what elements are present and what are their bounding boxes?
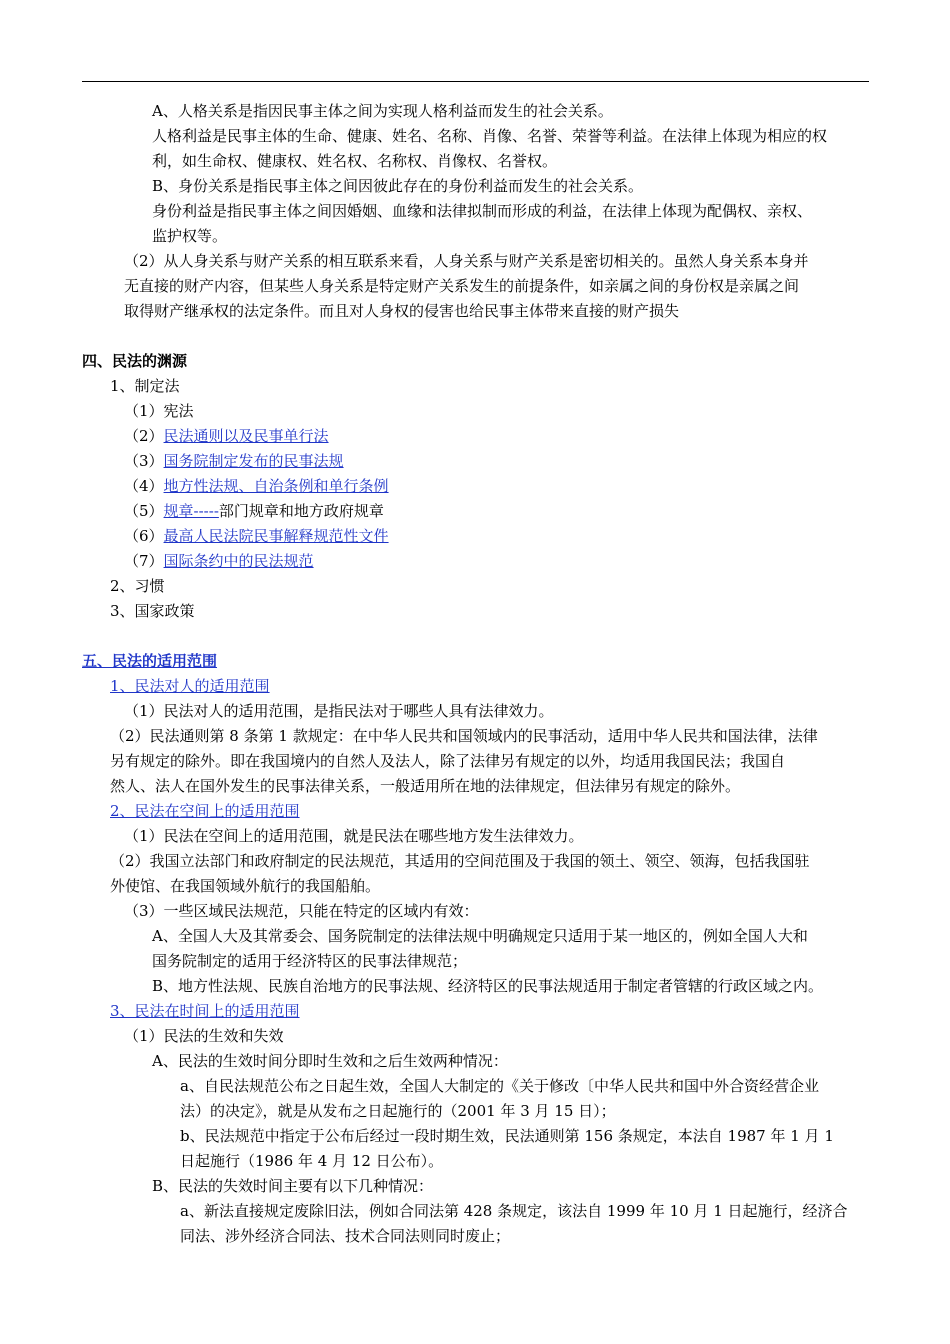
relation-para-line-3: 取得财产继承权的法定条件。而且对人身权的侵害也给民事主体带来直接的财产损失	[124, 302, 680, 320]
scope-time-p1: （1）民法的生效和失效	[124, 1027, 284, 1045]
personality-interest-line-2: 利，如生命权、健康权、姓名权、名称权、肖像权、名誉权。	[152, 152, 558, 170]
source-sub-7	[124, 549, 314, 574]
source-item-policy: 3、国家政策	[110, 602, 195, 620]
rules-text: 部门规章和地方政府规章	[218, 502, 384, 520]
source-sub-4-num: （4）	[124, 477, 164, 495]
personality-interest-line-1: 人格利益是民事主体的生命、健康、姓名、名称、肖像、名誉、荣誉等利益。在法律上体现为相应的权	[152, 127, 828, 145]
scope-space-b: B、地方性法规、民族自治地方的民事法规、经济特区的民事法规适用于制定者管辖的行政区域之内。	[152, 977, 824, 995]
section4-title: 四、民法的渊源	[82, 352, 188, 370]
scope-space-p2-line-1: （2）我国立法部门和政府制定的民法规范，其适用的空间范围及于我国的领土、领空、领海，包括我国驻	[110, 852, 810, 870]
source-sub-7-num: （7）	[124, 552, 164, 570]
scope-persons-link[interactable]: 1、民法对人的适用范围	[110, 677, 270, 695]
expiry-time-B: B、民法的失效时间主要有以下几种情况：	[152, 1177, 434, 1195]
source-sub-constitution: （1）宪法	[124, 402, 194, 420]
effect-time-A: A、民法的生效时间分即时生效和之后生效两种情况：	[152, 1052, 508, 1070]
scope-time-link[interactable]: 3、民法在时间上的适用范围	[110, 1002, 300, 1020]
local-regulations-link[interactable]: 地方性法规、自治条例和单行条例	[163, 477, 389, 495]
scope-persons-p2-line-2: 另有规定的除外。即在我国境内的自然人及法人，除了法律另有规定的以外，均适用我国民法；我国自	[110, 752, 786, 770]
source-item-custom: 2、习惯	[110, 577, 165, 595]
identity-relation-line: B、身份关系是指民事主体之间因彼此存在的身份利益而发生的社会关系。	[152, 177, 644, 195]
scope-persons-p2-line-1: （2）民法通则第 8 条第 1 款规定：在中华人民共和国领域内的民事活动，适用中华人民共和国法律，法律	[110, 727, 818, 745]
source-sub-4	[124, 474, 389, 499]
expiry-time-a-line-1: a、新法直接规定废除旧法，例如合同法第 428 条规定，该法自 1999 年 10 月 1 日起施行，经济合	[180, 1202, 848, 1220]
scope-space-p3: （3）一些区域民法规范，只能在特定的区域内有效：	[124, 902, 479, 920]
state-council-regulations-link[interactable]: 国务院制定发布的民事法规	[163, 452, 344, 470]
effect-time-b-line-2: 日起施行（1986 年 4 月 12 日公布）。	[180, 1152, 444, 1170]
relation-para-line-1: （2）从人身关系与财产关系的相互联系来看，人身关系与财产关系是密切相关的。虽然人身关系本身并	[124, 252, 809, 270]
effect-time-b-line-1: b、民法规范中指定于公布后经过一段时期生效，民法通则第 156 条规定，本法自 1987 年 1 月 1	[180, 1127, 834, 1145]
identity-interest-line-1: 身份利益是指民事主体之间因婚姻、血缘和法律拟制而形成的利益，在法律上体现为配偶权、亲权、	[152, 202, 813, 220]
supreme-court-interpretation-link[interactable]: 最高人民法院民事解释规范性文件	[163, 527, 389, 545]
source-sub-2	[124, 424, 329, 449]
scope-persons-p2-line-3: 然人、法人在国外发生的民事法律关系，一般适用所在地的法律规定，但法律另有规定的除外。	[110, 777, 741, 795]
scope-persons-p1: （1）民法对人的适用范围，是指民法对于哪些人具有法律效力。	[124, 702, 554, 720]
scope-space-p1: （1）民法在空间上的适用范围，就是民法在哪些地方发生法律效力。	[124, 827, 584, 845]
international-treaty-link[interactable]: 国际条约中的民法规范	[163, 552, 314, 570]
source-sub-6-num: （6）	[124, 527, 164, 545]
relation-para-line-2: 无直接的财产内容，但某些人身关系是特定财产关系发生的前提条件，如亲属之间的身份权是亲属之间	[124, 277, 800, 295]
personality-relation-line: A、人格关系是指因民事主体之间为实现人格利益而发生的社会关系。	[152, 102, 613, 120]
identity-interest-line-2: 监护权等。	[152, 227, 228, 245]
scope-space-a-line-1: A、全国人大及其常委会、国务院制定的法律法规中明确规定只适用于某一地区的，例如全国人大和	[152, 927, 808, 945]
section5-title-link[interactable]: 五、民法的适用范围	[82, 652, 218, 670]
source-item-statute: 1、制定法	[110, 377, 180, 395]
source-sub-5	[124, 499, 384, 524]
civil-law-link[interactable]: 民法通则以及民事单行法	[163, 427, 329, 445]
scope-space-link[interactable]: 2、民法在空间上的适用范围	[110, 802, 300, 820]
scope-space-p2-line-2: 外使馆、在我国领域外航行的我国船舶。	[110, 877, 381, 895]
source-sub-3	[124, 449, 344, 474]
source-sub-2-num: （2）	[124, 427, 164, 445]
source-sub-6	[124, 524, 389, 549]
scope-space-a-line-2: 国务院制定的适用于经济特区的民事法律规范；	[152, 952, 468, 970]
source-sub-3-num: （3）	[124, 452, 164, 470]
header-rule	[82, 81, 869, 82]
expiry-time-a-line-2: 同法、涉外经济合同法、技术合同法则同时废止；	[180, 1227, 511, 1245]
rules-link[interactable]: 规章-----	[163, 502, 219, 520]
effect-time-a-line-1: a、自民法规范公布之日起生效，全国人大制定的《关于修改〔中华人民共和国中外合资经营企业	[180, 1077, 819, 1095]
source-sub-5-num: （5）	[124, 502, 164, 520]
effect-time-a-line-2: 法）的决定》，就是从发布之日起施行的（2001 年 3 月 15 日）；	[180, 1102, 616, 1120]
